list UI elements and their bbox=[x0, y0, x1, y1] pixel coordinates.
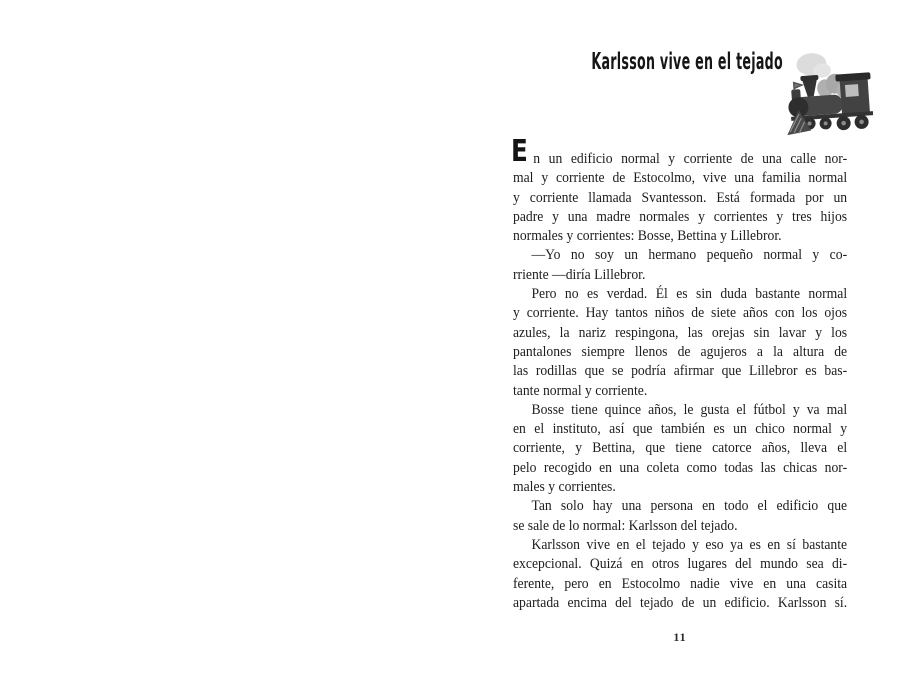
text-line: las rodillas que se podría afirmar que Lillebror es bas- bbox=[513, 363, 848, 380]
text-line: normales y corrientes: Bosse, Bettina y Lillebror. bbox=[513, 228, 782, 245]
drop-cap: E bbox=[511, 134, 528, 169]
chapter-title-text: Karlsson vive en el tejado bbox=[591, 49, 783, 75]
text-line: rriente —diría Lillebror. bbox=[513, 266, 646, 283]
text-line: ferente, pero en Estocolmo nadie vive en una casita bbox=[513, 575, 848, 592]
text-line: y corriente llamada Svantesson. Está formada por un bbox=[513, 189, 848, 206]
text-line: corriente, y Bettina, que tiene catorce años, lleva el bbox=[513, 440, 848, 457]
text-line: males y corrientes. bbox=[513, 479, 616, 496]
text-line: se sale de lo normal: Karlsson del tejado. bbox=[513, 517, 738, 534]
text-line: —Yo no soy un hermano pequeño normal y co- bbox=[531, 247, 848, 264]
locomotive-icon bbox=[783, 50, 879, 136]
text-line: azules, la nariz respingona, las orejas sin lavar y los bbox=[513, 324, 848, 341]
text-line: Tan solo hay una persona en todo el edificio que bbox=[531, 498, 848, 515]
body-text bbox=[513, 150, 847, 613]
text-line: apartada encima del tejado de un edificio. Karlsson sí. bbox=[513, 594, 848, 611]
text-line: n un edificio normal y corriente de una calle nor- bbox=[533, 151, 848, 167]
page-number: 11 bbox=[673, 630, 687, 644]
text-line: en el instituto, así que también es un chico normal y bbox=[513, 421, 848, 438]
text-line: pantalones siempre llenos de agujeros a la altura de bbox=[513, 343, 848, 360]
text-line: padre y una madre normales y corrientes y tres hijos bbox=[513, 208, 848, 225]
text-line: pelo recogido en una coleta como todas las chicas nor- bbox=[513, 459, 848, 476]
text-line: excepcional. Quizá en otros lugares del mundo sea di- bbox=[513, 556, 848, 573]
text-line: Bosse tiene quince años, le gusta el fútbol y va mal bbox=[531, 401, 848, 418]
text-line: Karlsson vive en el tejado y eso ya es en sí bastante bbox=[531, 536, 848, 553]
steam-locomotive-illustration bbox=[783, 50, 879, 136]
text-line: y corriente. Hay tantos niños de siete años con los ojos bbox=[513, 305, 848, 322]
text-line: tante normal y corriente. bbox=[513, 382, 648, 399]
text-line: mal y corriente de Estocolmo, vive una familia normal bbox=[513, 170, 848, 187]
text-line: Pero no es verdad. Él es sin duda bastante normal bbox=[531, 286, 848, 303]
